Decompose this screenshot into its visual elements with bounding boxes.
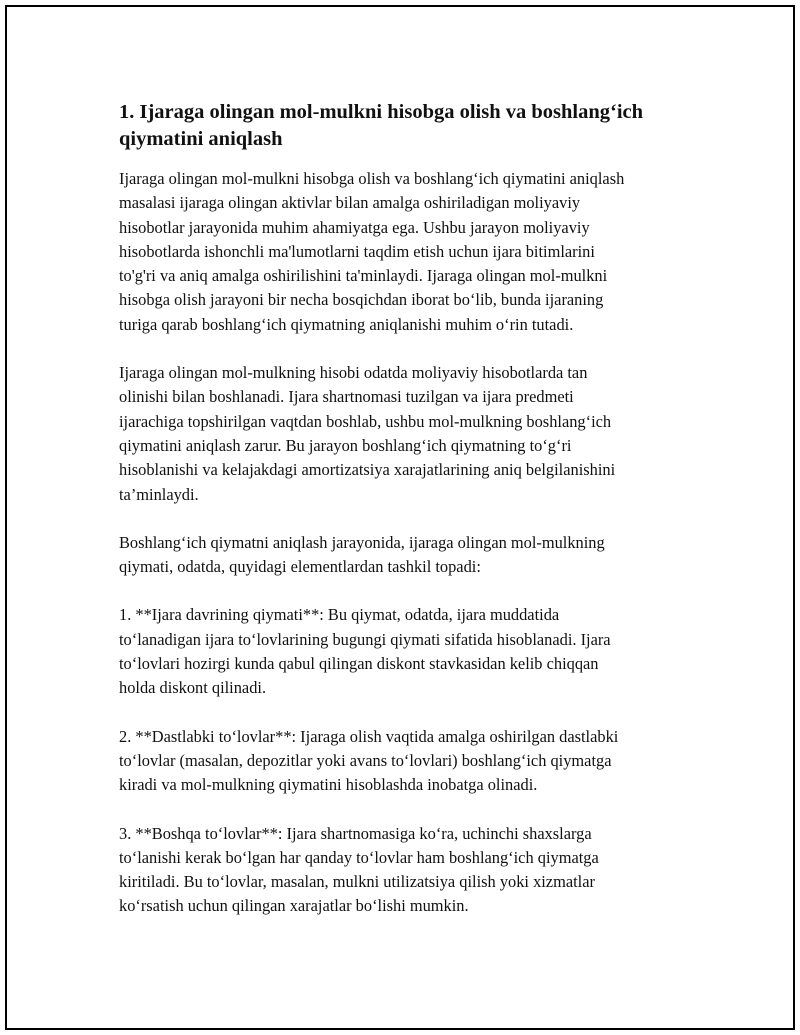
paragraph-elements-intro: Boshlang‘ich qiymatni aniqlash jarayonida, ijaraga olingan mol-mulkning qiymati, odatda, quyidagi elementlardan tashkil topadi: <box>119 532 605 577</box>
page-frame <box>5 5 795 1030</box>
list-item-initial-payments: 2. **Dastlabki to‘lovlar**: Ijaraga olish vaqtida amalga oshirilgan dastlabki to‘lovlar (masalan, depozitlar yoki avans to‘lovlari) boshlang‘ich qiymatga kiradi va mol-mulkning qiymatini hisoblashda inobatga olinadi. <box>119 726 619 795</box>
document-body <box>119 99 699 943</box>
paragraph-recognition: Ijaraga olingan mol-mulkning hisobi odatda moliyaviy hisobotlarda tan olinishi bilan boshlanadi. Ijara shartnomasi tuzilgan va ijara predmeti ijarachiga topshirilgan vaqtdan boshlab, ushbu mol-mulkning boshlang‘ich qiymatini aniqlash zarur. Bu jarayon boshlang‘ich qiymatning to‘g‘ri hisoblanishi va kelajakdagi amortizatsiya xarajatlarining aniq belgilanishini ta’minlaydi. <box>119 363 616 504</box>
section-heading: 1. Ijaraga olingan mol-mulkni hisobga olish va boshlang‘ich qiymatini aniqlash <box>119 101 644 150</box>
list-item-lease-value: 1. **Ijara davrining qiymati**: Bu qiymat, odatda, ijara muddatida to‘lanadigan ijara to‘lovlarining bugungi qiymati sifatida hisoblanadi. Ijara to‘lovlari hozirgi kunda qabul qilingan diskont stavkasidan kelib chiqqan holda diskont qilinadi. <box>119 605 611 698</box>
paragraph-intro: Ijaraga olingan mol-mulkni hisobga olish va boshlang‘ich qiymatini aniqlash masalasi ijaraga olingan aktivlar bilan amalga oshiriladigan moliyaviy hisobotlar jarayonida muhim ahamiyatga ega. Ushbu jarayon moliyaviy hisobotlarda ishonchli ma'lumotlarni taqdim etish uchun ijara bitimlarini to'g'ri va aniq amalga oshirilishini ta'minlaydi. Ijaraga olingan mol-mulkni hisobga olish jarayoni bir necha bosqichdan iborat bo‘lib, bunda ijaraning turiga qarab boshlang‘ich qiymatning aniqlanishi muhim o‘rin tutadi. <box>119 169 625 334</box>
list-item-other-payments: 3. **Boshqa to‘lovlar**: Ijara shartnomasiga ko‘ra, uchinchi shaxslarga to‘lanishi kerak bo‘lgan har qanday to‘lovlar ham boshlang‘ich qiymatga kiritiladi. Bu to‘lovlar, masalan, mulkni utilizatsiya qilish yoki xizmatlar ko‘rsatish uchun qilingan xarajatlar bo‘lishi mumkin. <box>119 823 599 916</box>
